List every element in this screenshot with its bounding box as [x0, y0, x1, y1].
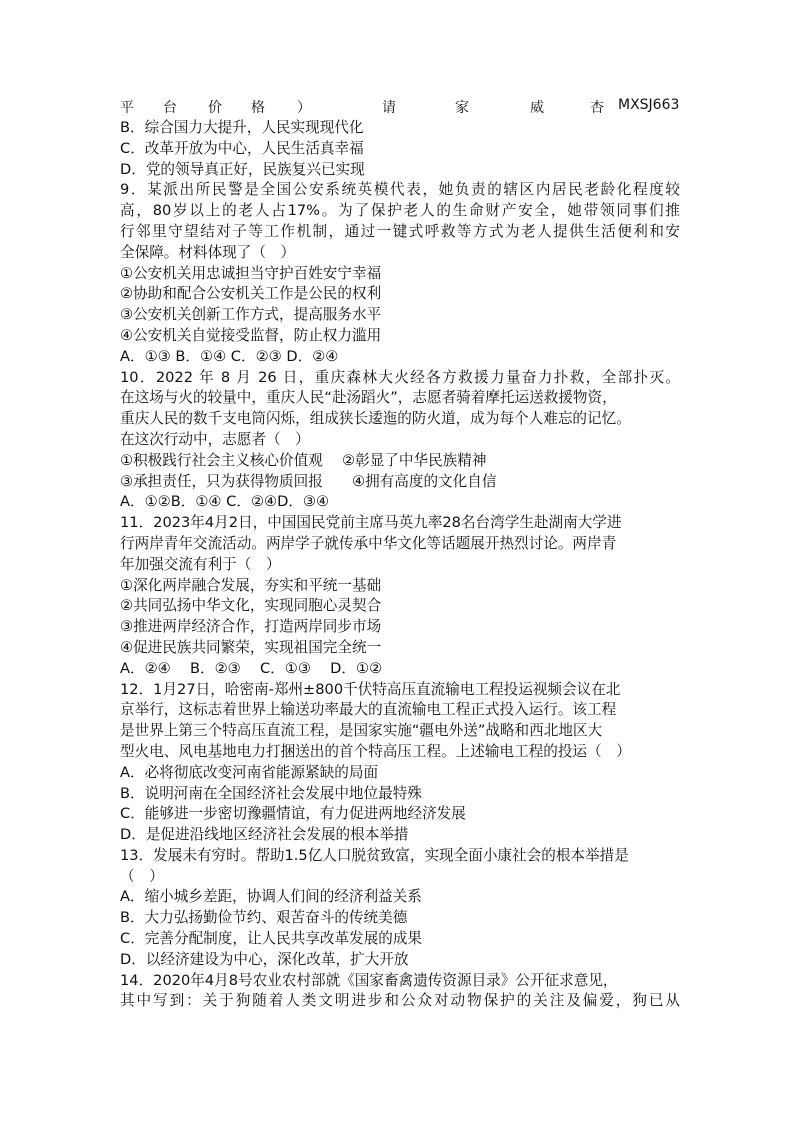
text-line: 是世界上第三个特高压直流工程，是国家实施“疆电外送”战略和西北地区大: [120, 722, 603, 740]
text-line: D．以经济建设为中心，深化改革，扩大开放: [120, 950, 409, 968]
text-line: ①深化两岸融合发展，夯实和平统一基础: [120, 576, 382, 594]
header-char: 平: [120, 100, 134, 116]
text-line: ②共同弘扬中华文化，实现同胞心灵契合: [120, 597, 382, 615]
text-line: A．必将彻底改变河南省能源紧缺的局面: [120, 763, 379, 781]
text-line: （ ）: [120, 867, 164, 885]
header-char: 请: [382, 100, 396, 116]
header-char: 家: [455, 100, 469, 116]
text-line: ③承担责任，只为获得物质回报 ④拥有高度的文化自信: [120, 472, 497, 490]
text-line: 12．1月27日，哈密南-郑州±800千伏特高压直流输电工程投运视频会议在北: [120, 680, 621, 698]
text-line: 在这次行动中，志愿者（ ）: [120, 430, 310, 448]
text-line: 9．某派出所民警是全国公安系统英模代表，她负责的辖区内居民老龄化程度较: [120, 181, 680, 199]
text-line: D．是促进沿线地区经济社会发展的根本举措: [120, 826, 409, 844]
text-line: 14．2020年4月8号农业农村部就《国家畜禽遗传资源目录》公开征求意见，: [120, 971, 618, 989]
text-line: ①公安机关用忠诚担当守护百姓安宁幸福: [120, 264, 382, 282]
text-line: B．大力弘扬勤俭节约、艰苦奋斗的传统美德: [120, 909, 408, 927]
page-header: [120, 97, 680, 117]
text-line: 全保障。材料体现了（ ）: [120, 243, 296, 261]
text-line: 在这场与火的较量中，重庆人民“赴汤蹈火”，志愿者骑着摩托运送救援物资，: [120, 389, 617, 407]
text-line: ③公安机关创新工作方式，提高服务水平: [120, 306, 382, 324]
text-line: ④促进民族共同繁荣，实现祖国完全统一: [120, 638, 382, 656]
text-line: 京举行，这标志着世界上输送功率最大的直流输电工程正式投入运行。该工程: [120, 701, 617, 719]
text-line: ③推进两岸经济合作，打造两岸同步市场: [120, 618, 382, 636]
text-line: A．①②B．①④ C．②④D．③④: [120, 493, 330, 511]
header-code: MXSJ663: [618, 97, 680, 113]
header-char: 价: [208, 100, 222, 116]
header-char: 杏: [590, 100, 604, 116]
text-line: A．缩小城乡差距，协调人们间的经济利益关系: [120, 888, 422, 906]
text-line: C．完善分配制度，让人民共享改革发展的成果: [120, 930, 423, 948]
text-line: 高，80岁以上的老人占17%。为了保护老人的生命财产安全，她带领同事们推: [120, 202, 680, 220]
text-line: A．②④ B．②③ C．①③ D．①②: [120, 659, 383, 677]
text-line: ④公安机关自觉接受监督，防止权力滥用: [120, 326, 382, 344]
text-line: 重庆人民的数千支电筒闪烁，组成狭长逶迤的防火道，成为每个人难忘的记忆。: [120, 410, 631, 428]
text-line: A．①③ B．①④ C．②③ D．②④: [120, 347, 339, 365]
text-line: B．综合国力大提升，人民实现现代化: [120, 119, 364, 136]
text-line: 行两岸青年交流活动。两岸学子就传承中华文化等话题展开热烈讨论。两岸青: [120, 534, 617, 552]
text-line: ①积极践行社会主义核心价值观 ②彰显了中华民族精神: [120, 451, 487, 469]
text-line: C．改革开放为中心，人民生活真幸福: [120, 139, 364, 157]
text-line: B．说明河南在全国经济社会发展中地位最特殊: [120, 784, 422, 802]
text-line: 13．发展未有穷时。帮助1.5亿人口脱贫致富，实现全面小康社会的根本举措是: [120, 846, 629, 864]
text-line: 行邻里守望结对子等工作机制，通过一键式呼救等方式为老人提供生活便利和安: [120, 222, 680, 240]
question-text-body: [120, 118, 680, 1012]
text-line: 型火电、风电基地电力打捆送出的首个特高压工程。上述输电工程的投运（ ）: [120, 742, 631, 760]
header-char: ）: [297, 100, 311, 116]
text-line: 11．2023年4月2日，中国国民党前主席马英九率28名台湾学生赴湖南大学进: [120, 514, 622, 532]
text-line: 年加强交流有利于（ ）: [120, 555, 281, 573]
text-line: 10．2022 年 8 月 26 日，重庆森林大火经各方救援力量奋力扑救，全部扑灭。: [120, 368, 680, 386]
text-line: ②协助和配合公安机关工作是公民的权利: [120, 285, 382, 303]
header-char: 威: [530, 100, 544, 116]
text-line: C．能够进一步密切豫疆情谊，有力促进两地经济发展: [120, 805, 466, 823]
text-line: 其中写到：关于狗随着人类文明进步和公众对动物保护的关注及偏爱，狗已从: [120, 992, 680, 1010]
header-char: 台: [163, 100, 177, 116]
header-char: 格: [251, 100, 265, 116]
text-line: D．党的领导真正好，民族复兴已实现: [120, 160, 365, 178]
